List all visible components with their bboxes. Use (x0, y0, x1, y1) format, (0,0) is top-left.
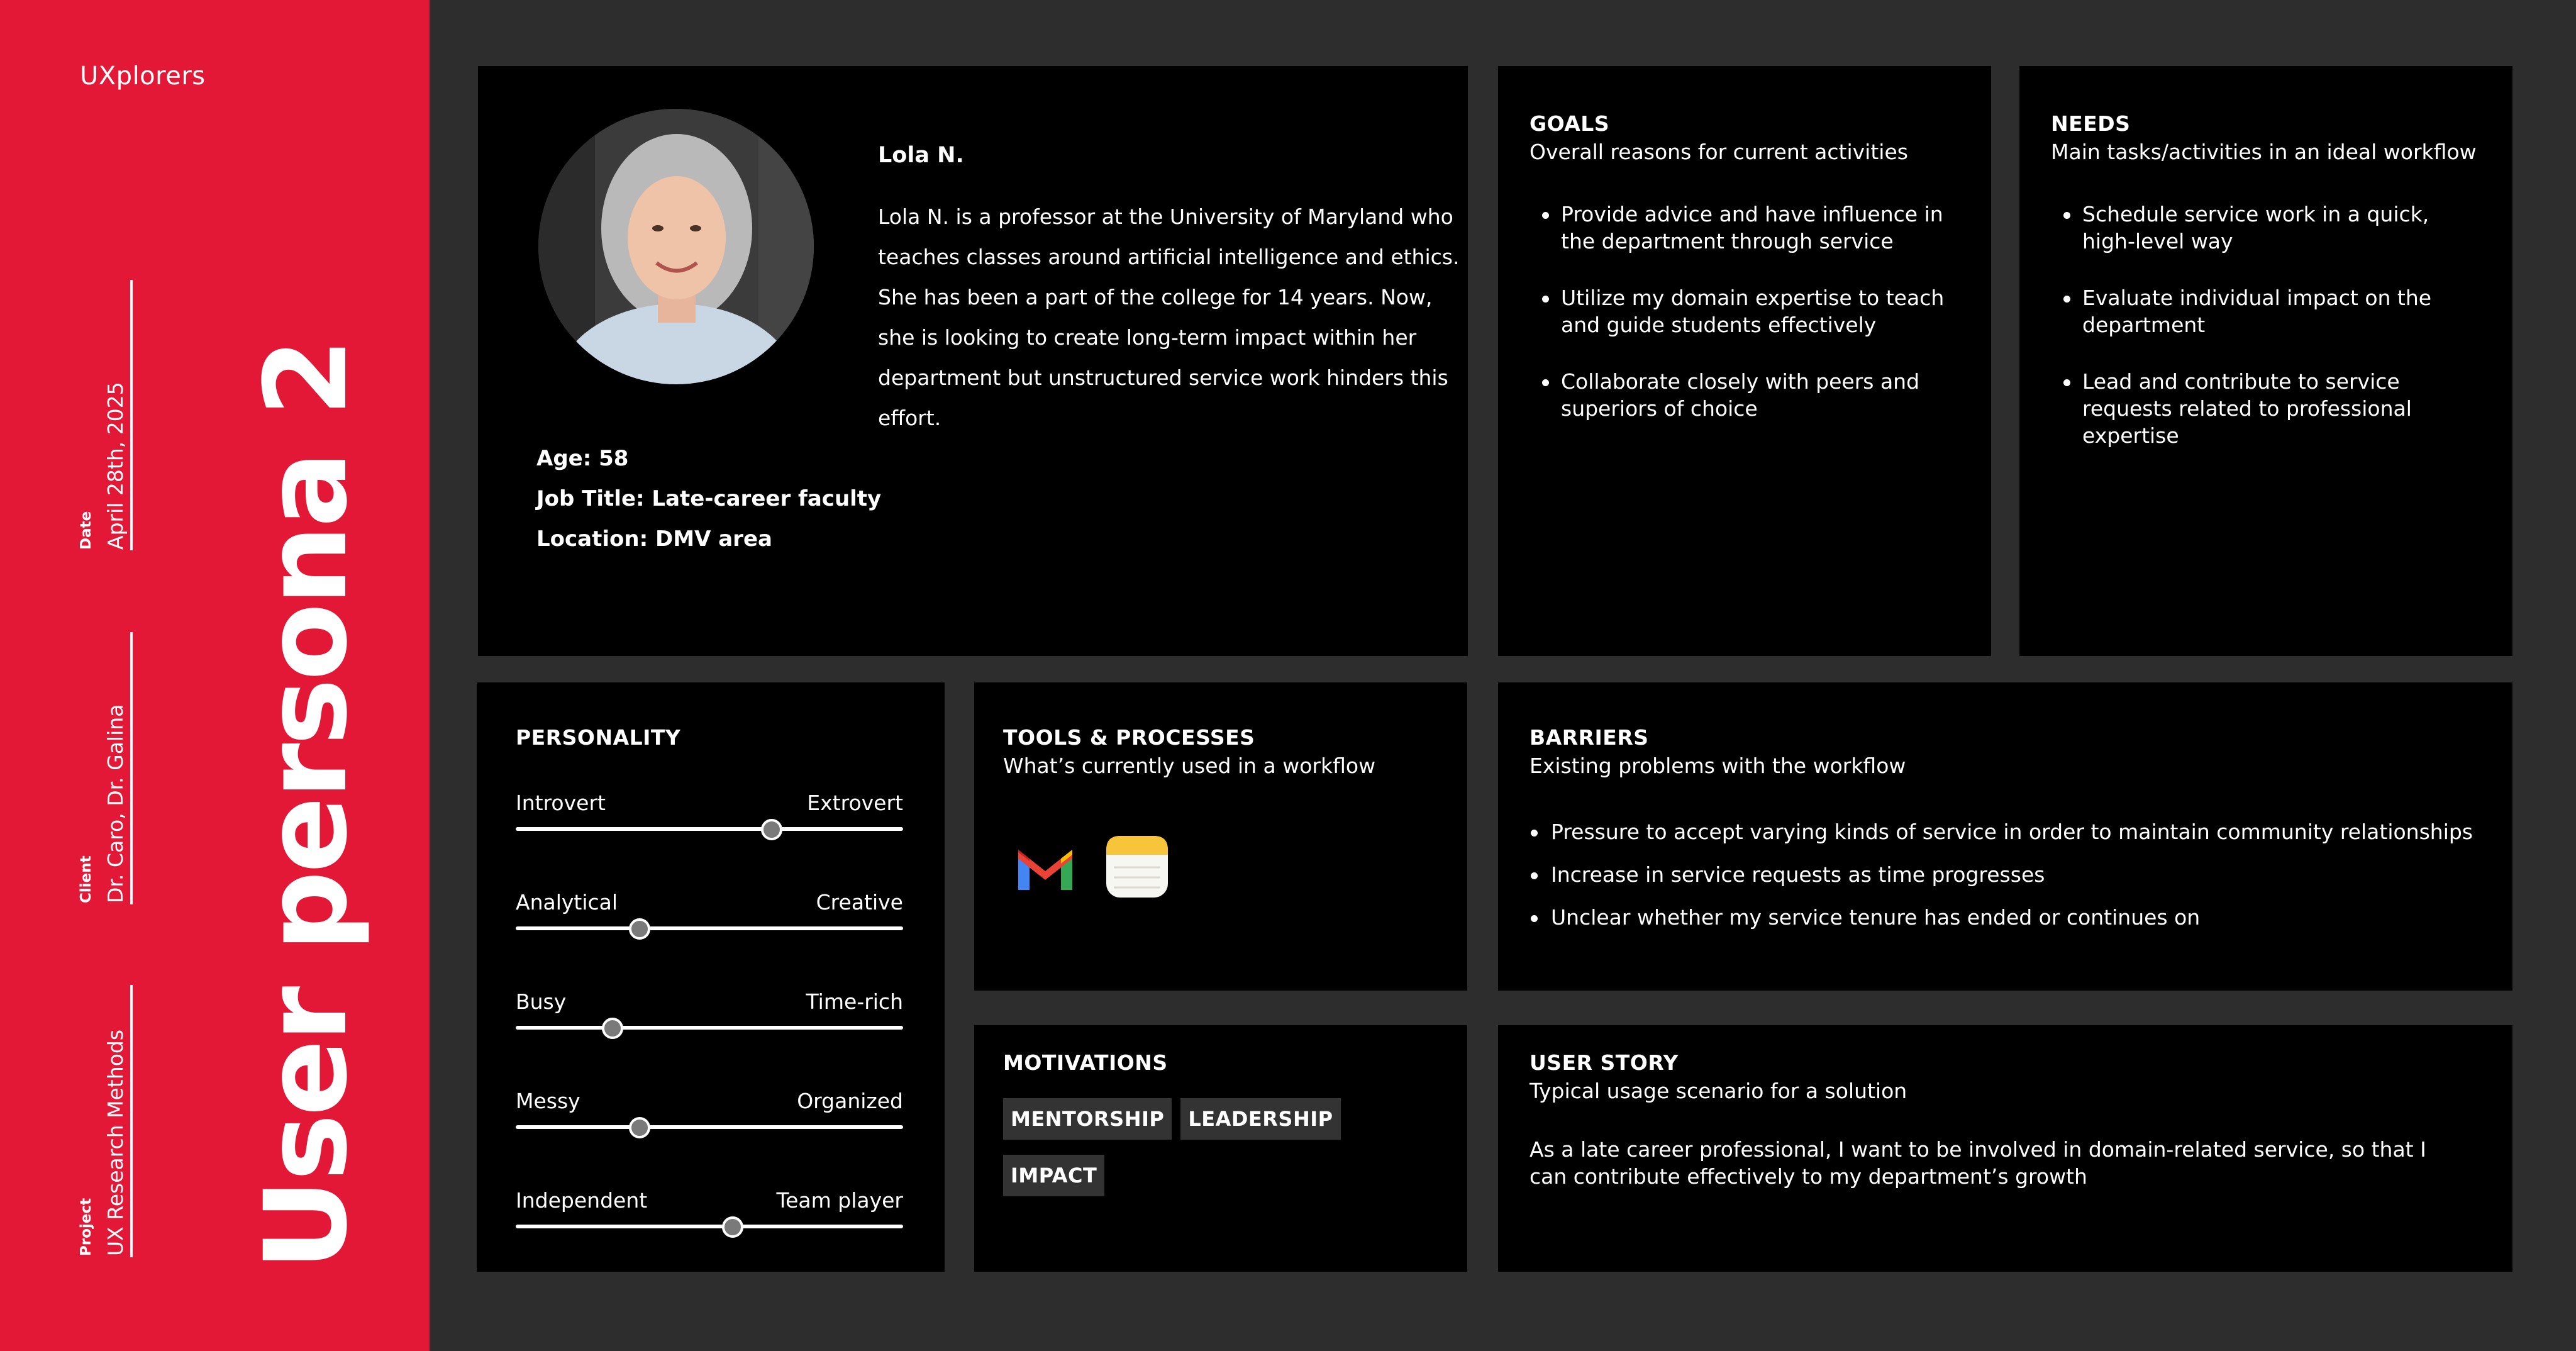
project-value: UX Research Methods (103, 1029, 128, 1256)
portrait-image (538, 109, 814, 384)
trait-left-label: Independent (516, 1188, 648, 1213)
trait-left-label: Analytical (516, 890, 618, 915)
goals-card (1498, 66, 1991, 656)
barriers-list (1530, 811, 2481, 939)
notes-icon[interactable] (1102, 832, 1172, 901)
trait-left-label: Messy (516, 1089, 580, 1113)
trait-right-label: Organized (797, 1089, 903, 1113)
personality-card (477, 682, 945, 1272)
date-label: Date (78, 511, 94, 550)
barriers-title: BARRIERS (1530, 725, 1649, 750)
slider-track (516, 1026, 903, 1030)
tag-mentorship: MENTORSHIP (1003, 1098, 1172, 1140)
trait-slider (516, 1188, 903, 1238)
slider-track (516, 1225, 903, 1228)
needs-title: NEEDS (2051, 111, 2131, 136)
client-value: Dr. Caro, Dr. Galina (103, 704, 128, 903)
tag-impact: IMPACT (1003, 1155, 1104, 1196)
trait-slider (516, 1089, 903, 1139)
gmail-icon[interactable] (1011, 832, 1080, 901)
slider-handle[interactable] (602, 1018, 623, 1039)
client-label: Client (78, 855, 94, 903)
needs-list (2051, 201, 2481, 449)
list-item: Schedule service work in a quick, high-level way (2051, 201, 2481, 255)
trait-left-label: Introvert (516, 791, 606, 815)
barriers-card (1498, 682, 2512, 991)
slider-track (516, 827, 903, 831)
list-item: Pressure to accept varying kinds of service in order to maintain community relationships (1530, 811, 2481, 853)
slider-handle[interactable] (629, 918, 650, 940)
date-value: April 28th, 2025 (103, 382, 128, 550)
slider-handle[interactable] (722, 1216, 743, 1238)
date-divider (130, 280, 133, 550)
tool-icons (1011, 832, 1172, 901)
user-story-subtitle: Typical usage scenario for a solution (1530, 1079, 1907, 1103)
list-item: Provide advice and have influence in the department through service (1530, 201, 1960, 255)
list-item: Utilize my domain expertise to teach and guide students effectively (1530, 284, 1960, 338)
barriers-subtitle: Existing problems with the workflow (1530, 753, 1906, 778)
motivations-card (974, 1025, 1467, 1272)
trait-right-label: Time-rich (806, 989, 903, 1014)
needs-card (2019, 66, 2512, 656)
slider-track (516, 1125, 903, 1129)
list-item: Increase in service requests as time progresses (1530, 853, 2481, 896)
goals-list (1530, 201, 1960, 422)
list-item: Evaluate individual impact on the department (2051, 284, 2481, 338)
profile-card (478, 66, 1468, 656)
goals-subtitle: Overall reasons for current activities (1530, 140, 1908, 164)
motivation-tags (1003, 1098, 1443, 1211)
persona-job-title: Job Title: Late-career faculty (536, 486, 882, 511)
list-item: Collaborate closely with peers and superiors of choice (1530, 368, 1960, 422)
needs-subtitle: Main tasks/activities in an ideal workflow (2051, 140, 2477, 164)
slider-track (516, 926, 903, 930)
slider-handle[interactable] (761, 819, 782, 840)
brand-name: UXplorers (80, 62, 206, 91)
page-title: User persona 2 (241, 340, 372, 1270)
trait-slider (516, 890, 903, 940)
list-item: Lead and contribute to service requests related to professional expertise (2051, 368, 2481, 449)
trait-right-label: Extrovert (807, 791, 903, 815)
persona-name: Lola N. (878, 143, 964, 168)
trait-right-label: Team player (776, 1188, 903, 1213)
tools-card (974, 682, 1467, 991)
user-story-title: USER STORY (1530, 1050, 1679, 1075)
persona-bio: Lola N. is a professor at the University of Maryland who teaches classes around artificial intelligence and ethics. She has been a part of the college for 14 years. Now, she is looking to create long-term impact within her department but unstructured service work hinders this effort. (878, 204, 1460, 430)
project-divider (130, 985, 133, 1257)
sidebar (0, 0, 430, 1351)
goals-title: GOALS (1530, 111, 1610, 136)
motivations-title: MOTIVATIONS (1003, 1050, 1168, 1075)
tools-subtitle: What’s currently used in a workflow (1003, 753, 1376, 778)
trait-slider (516, 791, 903, 841)
user-story-card (1498, 1025, 2512, 1272)
client-divider (130, 632, 133, 904)
user-story-text: As a late career professional, I want to be involved in domain-related service, so that I can contribute effectively to my department’s growth (1530, 1137, 2426, 1189)
personality-title: PERSONALITY (516, 725, 681, 750)
persona-facts (536, 438, 881, 559)
persona-location: Location: DMV area (536, 526, 772, 552)
trait-right-label: Creative (816, 890, 903, 915)
project-label: Project (78, 1198, 94, 1256)
trait-slider (516, 989, 903, 1040)
slider-handle[interactable] (629, 1117, 650, 1138)
avatar (538, 109, 814, 384)
tag-leadership: LEADERSHIP (1180, 1098, 1340, 1140)
tools-title: TOOLS & PROCESSES (1003, 725, 1255, 750)
trait-left-label: Busy (516, 989, 567, 1014)
list-item: Unclear whether my service tenure has ended or continues on (1530, 896, 2481, 939)
persona-age: Age: 58 (536, 446, 629, 471)
